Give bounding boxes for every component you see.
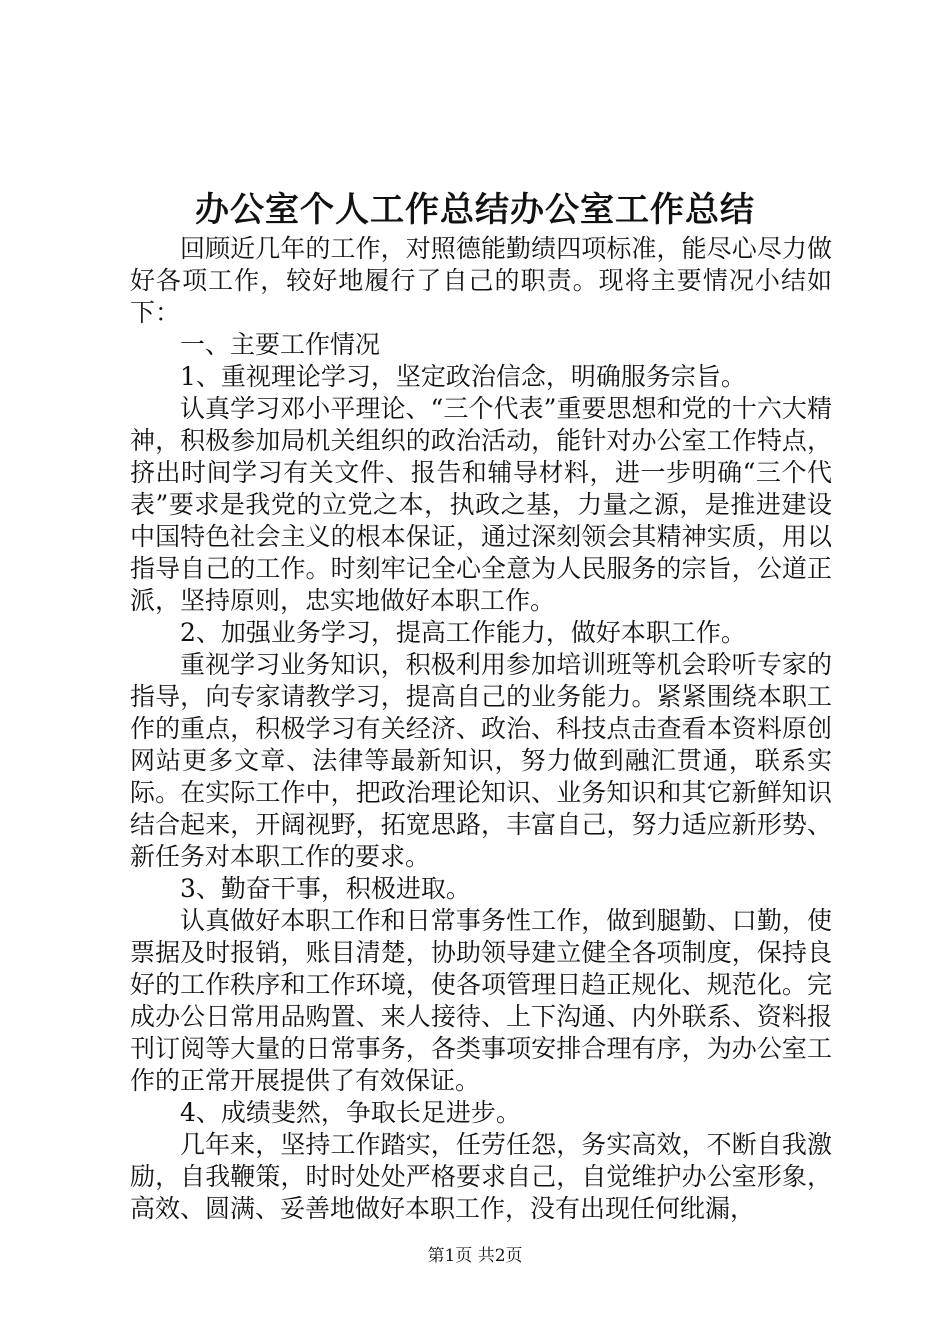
document-title: 办公室个人工作总结办公室工作总结 [195, 190, 755, 230]
paragraph-diligence: 认真做好本职工作和日常事务性工作，做到腿勤、口勤，使票据及时报销，账目清楚，协助领导建立健全各项制度，保持良好的工作秩序和工作环境，使各项管理日趋正规化、规范化。完成办公日常用品购置、来人接待、上下沟通、内外联系、资料报刊订阅等大量的日常事务，各类事项安排合理有序，为办公室工作的正常开展提供了有效保证。 [130, 906, 832, 1095]
subheading-achievements: 4、成绩斐然，争取长足进步。 [180, 1098, 521, 1127]
page-number-footer: 第1页 共2页 [427, 1246, 523, 1266]
subheading-theory-study: 1、重视理论学习，坚定政治信念，明确服务宗旨。 [180, 362, 746, 391]
subheading-diligence: 3、勤奋干事，积极进取。 [180, 874, 471, 903]
paragraph-intro: 回顾近几年的工作，对照德能勤绩四项标准，能尽心尽力做好各项工作，较好地履行了自己的职责。现将主要情况小结如下： [130, 234, 832, 327]
section-heading-main-work: 一、主要工作情况 [180, 330, 381, 359]
subheading-business-study: 2、加强业务学习，提高工作能力，做好本职工作。 [180, 618, 746, 647]
document-body [130, 233, 832, 1225]
paragraph-achievements: 几年来，坚持工作踏实，任劳任怨，务实高效，不断自我激励，自我鞭策，时时处处严格要求自己，自觉维护办公室形象，高效、圆满、妥善地做好本职工作，没有出现任何纰漏， [130, 1130, 832, 1223]
paragraph-business-study: 重视学习业务知识，积极利用参加培训班等机会聆听专家的指导，向专家请教学习，提高自己的业务能力。紧紧围绕本职工作的重点，积极学习有关经济、政治、科技点击查看本资料原创网站更多文章、法律等最新知识，努力做到融汇贯通，联系实际。在实际工作中，把政治理论知识、业务知识和其它新鲜知识结合起来，开阔视野，拓宽思路，丰富自己，努力适应新形势、新任务对本职工作的要求。 [130, 650, 832, 871]
paragraph-theory-study: 认真学习邓小平理论、“三个代表”重要思想和党的十六大精神，积极参加局机关组织的政治活动，能针对办公室工作特点，挤出时间学习有关文件、报告和辅导材料，进一步明确“三个代表”要求是我党的立党之本，执政之基，力量之源，是推进建设中国特色社会主义的根本保证，通过深刻领会其精神实质，用以指导自己的工作。时刻牢记全心全意为人民服务的宗旨，公道正派，坚持原则，忠实地做好本职工作。 [130, 394, 832, 615]
